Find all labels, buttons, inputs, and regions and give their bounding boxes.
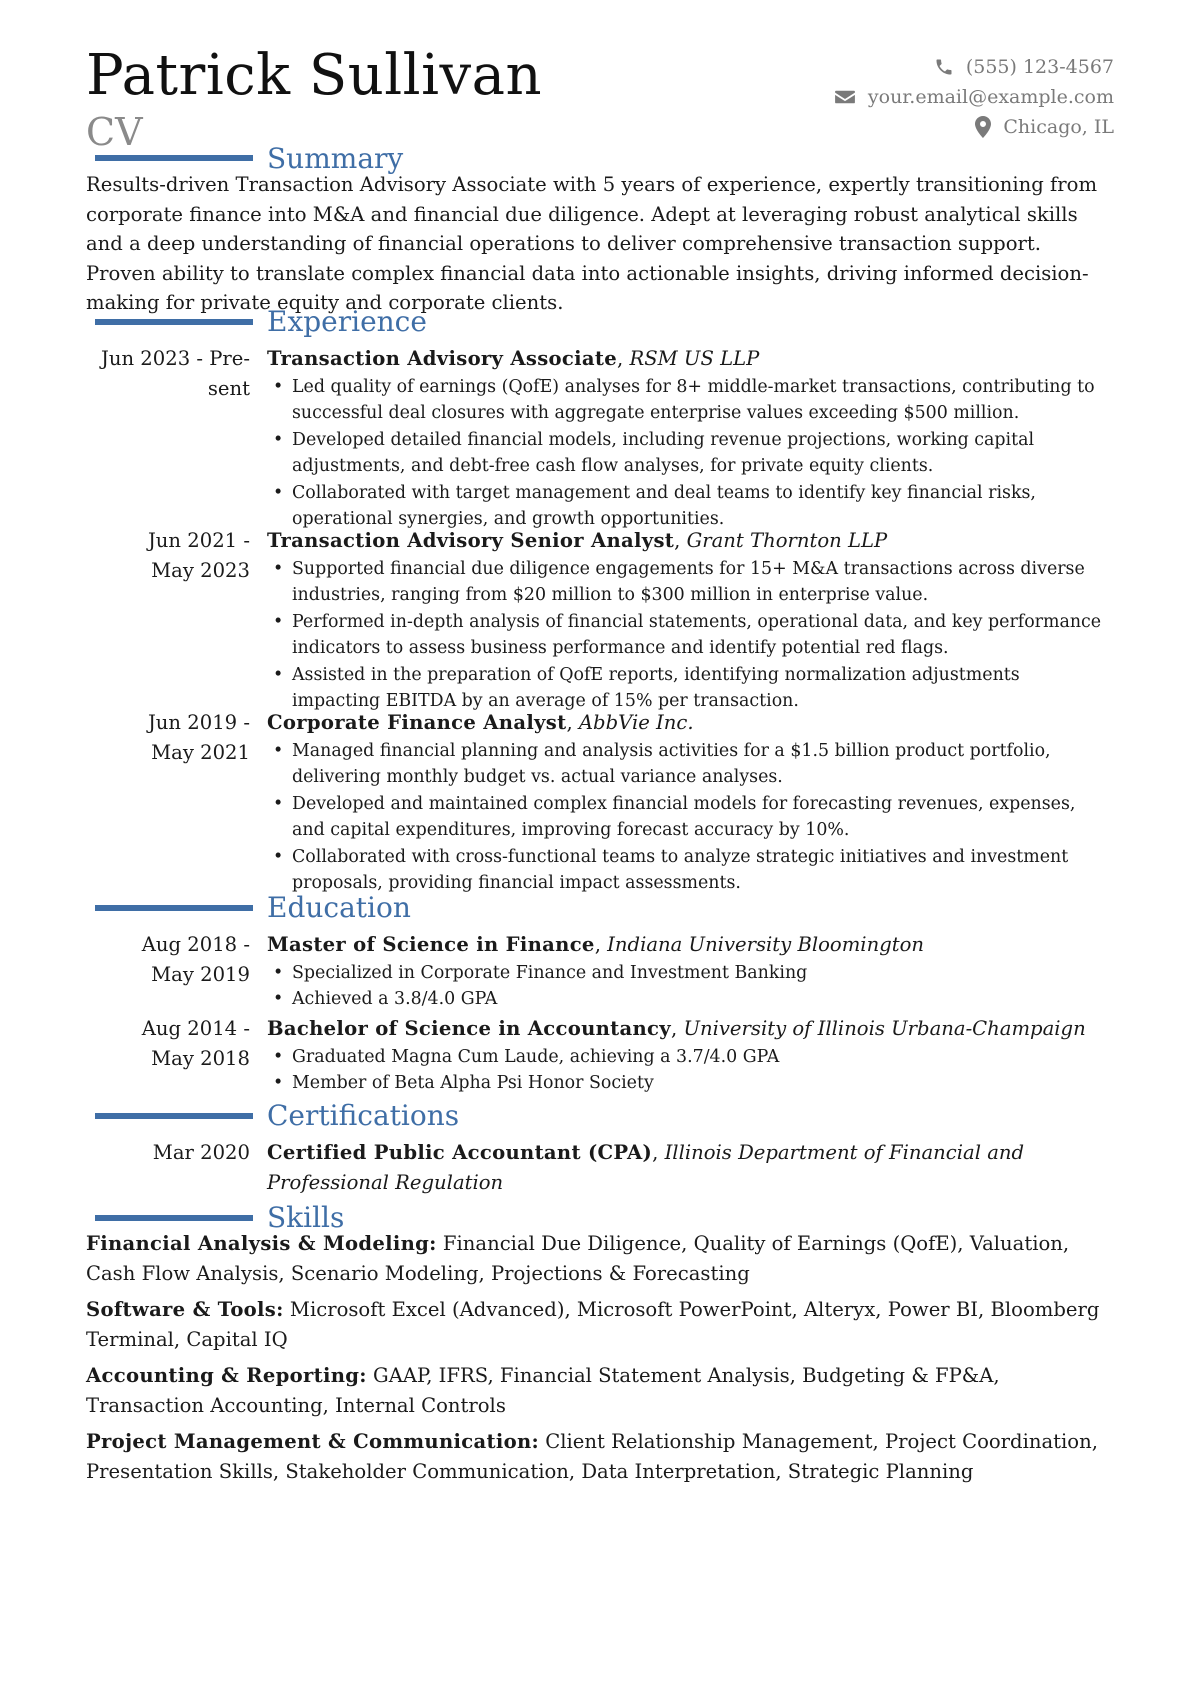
entry-date-start: Aug 2014 -	[141, 1017, 250, 1040]
entry-date	[80, 344, 250, 403]
list-item: • Supported financial due diligence engagements for 15+ M&A transactions across diverse industries, ranging from $20 million to $300 million in enterprise value.	[267, 556, 1112, 609]
entry-body	[267, 1138, 1112, 1197]
list-item: • Achieved a 3.8/4.0 GPA	[267, 986, 1112, 1013]
document-subtitle: CV	[86, 110, 143, 154]
section-rule	[95, 905, 253, 911]
list-item: • Graduated Magna Cum Laude, achieving a 3.7/4.0 GPA	[267, 1044, 1112, 1071]
entry-heading: Transaction Advisory Senior Analyst, Grant Thornton LLP	[267, 529, 888, 552]
entry-bullets	[267, 1044, 1112, 1097]
entry-role: Transaction Advisory Associate	[267, 347, 617, 370]
skill-group-items: GAAP, IFRS, Financial Statement Analysis, Budgeting & FP&A, Transaction Accounting, Internal Controls	[86, 1364, 1000, 1417]
entry-date-start: Jun 2019 -	[147, 711, 250, 734]
section-rule	[95, 155, 253, 161]
list-item: • Collaborated with cross-functional teams to analyze strategic initiatives and investment proposals, providing financial impact assessments.	[267, 844, 1112, 897]
entry-organization: University of Illinois Urbana-Champaign	[683, 1017, 1086, 1040]
list-item: • Led quality of earnings (QofE) analyses for 8+ middle-market transactions, contributing to successful deal closures with aggregate enterprise values exceeding $500 million.	[267, 374, 1112, 427]
contact-block	[834, 52, 1114, 142]
entry-role: Bachelor of Science in Accountancy	[267, 1017, 671, 1040]
section-rule	[95, 1113, 253, 1119]
skill-group-label: Financial Analysis & Modeling:	[86, 1232, 437, 1255]
entry-organization: AbbVie Inc.	[578, 711, 694, 734]
list-item: • Performed in-depth analysis of financial statements, operational data, and key performance indicators to assess business performance and identify potential red flags.	[267, 609, 1112, 662]
contact-phone	[834, 52, 1114, 82]
entry-heading: Master of Science in Finance, Indiana University Bloomington	[267, 933, 925, 956]
entry-bullets	[267, 556, 1112, 716]
entry-body	[267, 708, 1112, 897]
location-text: Chicago, IL	[1003, 116, 1114, 138]
entry-date	[80, 1014, 250, 1073]
list-item: • Developed and maintained complex financial models for forecasting revenues, expenses, and capital expenditures, improving forecast accuracy by 10%.	[267, 791, 1112, 844]
person-name: Patrick Sullivan	[86, 43, 543, 108]
entry-date-start: Jun 2023 - Pre-	[100, 347, 250, 370]
list-item: • Assisted in the preparation of QofE reports, identifying normalization adjustments impacting EBITDA by an average of 15% per transaction.	[267, 662, 1112, 715]
entry-date-end: sent	[207, 376, 250, 400]
entry-date	[80, 708, 250, 767]
entry-bullets	[267, 738, 1112, 898]
list-item: • Member of Beta Alpha Psi Honor Society	[267, 1070, 1112, 1097]
entry-organization: Indiana University Bloomington	[607, 933, 925, 956]
skill-group-items: Microsoft Excel (Advanced), Microsoft PowerPoint, Alteryx, Power BI, Bloomberg Terminal, Capital IQ	[86, 1298, 1100, 1351]
list-item: • Developed detailed financial models, including revenue projections, working capital adjustments, and debt-free cash flow analyses, for private equity clients.	[267, 427, 1112, 480]
skill-group	[86, 1229, 1116, 1288]
entry-date-end: May 2018	[151, 1046, 250, 1070]
entry-date-start: Jun 2021 -	[147, 529, 250, 552]
entry-body	[267, 1014, 1112, 1097]
section-title-education: Education	[267, 891, 411, 924]
email-link[interactable]: your.email@example.com	[867, 86, 1114, 108]
entry-bullets	[267, 960, 1112, 1013]
entry-heading: Bachelor of Science in Accountancy, University of Illinois Urbana-Champaign	[267, 1017, 1086, 1040]
entry-date	[80, 930, 250, 989]
skill-group	[86, 1427, 1116, 1486]
contact-location	[834, 112, 1114, 142]
phone-text[interactable]: (555) 123-4567	[965, 56, 1114, 78]
phone-icon	[934, 57, 954, 77]
section-rule	[95, 1215, 253, 1221]
entry-date-end: May 2019	[151, 962, 250, 986]
entry-bullets	[267, 374, 1112, 534]
entry-role: Transaction Advisory Senior Analyst	[267, 529, 675, 552]
section-title-certifications: Certifications	[267, 1099, 460, 1132]
entry-body	[267, 344, 1112, 533]
section-title-summary: Summary	[267, 142, 404, 175]
entry-organization: Illinois Department of Financial and Professional Regulation	[267, 1141, 1025, 1194]
list-item: • Specialized in Corporate Finance and Investment Banking	[267, 960, 1112, 987]
entry-date-start: Aug 2018 -	[141, 933, 250, 956]
entry-body	[267, 930, 1112, 1013]
entry-heading: Certified Public Accountant (CPA), Illinois Department of Financial and Professional Regulation	[267, 1141, 1025, 1194]
section-rule	[95, 319, 253, 325]
entry-role: Certified Public Accountant (CPA)	[267, 1141, 653, 1164]
entry-date-end: May 2023	[151, 558, 250, 582]
entry-organization: Grant Thornton LLP	[686, 529, 888, 552]
envelope-icon	[834, 88, 856, 106]
entry-date	[80, 526, 250, 585]
skill-group-label: Accounting & Reporting:	[86, 1364, 367, 1387]
skill-group-items: Financial Due Diligence, Quality of Earnings (QofE), Valuation, Cash Flow Analysis, Scenario Modeling, Projections & Forecasting	[86, 1232, 1070, 1285]
list-item: • Managed financial planning and analysis activities for a $1.5 billion product portfolio, delivering monthly budget vs. actual variance analyses.	[267, 738, 1112, 791]
entry-heading: Corporate Finance Analyst, AbbVie Inc.	[267, 711, 694, 734]
skill-group-label: Project Management & Communication:	[86, 1430, 540, 1453]
section-title-experience: Experience	[267, 305, 427, 338]
entry-organization: RSM US LLP	[629, 347, 760, 370]
map-pin-icon	[975, 116, 991, 138]
contact-email	[834, 82, 1114, 112]
entry-role: Master of Science in Finance	[267, 933, 595, 956]
entry-date-end: May 2021	[151, 740, 250, 764]
skill-group-items: Client Relationship Management, Project Coordination, Presentation Skills, Stakeholder Communication, Data Interpretation, Strategic Planning	[86, 1430, 1098, 1483]
entry-role: Corporate Finance Analyst	[267, 711, 567, 734]
entry-heading: Transaction Advisory Associate, RSM US LLP	[267, 347, 760, 370]
list-item: • Collaborated with target management and deal teams to identify key financial risks, operational synergies, and growth opportunities.	[267, 480, 1112, 533]
skill-group-label: Software & Tools:	[86, 1298, 284, 1321]
entry-body	[267, 526, 1112, 715]
skill-group	[86, 1361, 1116, 1420]
skill-group	[86, 1295, 1116, 1354]
section-title-skills: Skills	[267, 1201, 345, 1234]
summary-paragraph: Results-driven Transaction Advisory Associate with 5 years of experience, expertly transitioning from corporate finance into M&A and financial due diligence. Adept at leveraging robust analytical skills and a deep understanding of financial operations to deliver comprehensive transaction support. Proven ability to translate complex financial data into actionable insights, driving informed decision-making for private equity and corporate clients.	[86, 173, 1098, 314]
entry-date: Mar 2020	[152, 1141, 250, 1164]
